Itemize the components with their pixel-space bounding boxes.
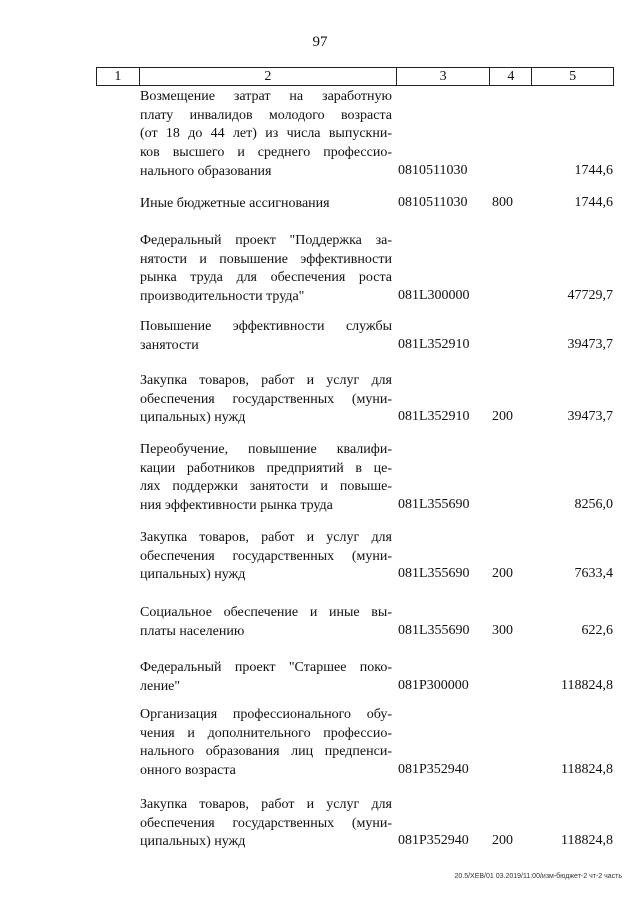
row-description-line: ков высшего и среднего профессио- <box>140 145 392 161</box>
row-description-line: Переобучение, повышение квалифи- <box>140 442 392 457</box>
row-amount: 622,6 <box>581 622 613 638</box>
row-description-line: занятости <box>140 337 199 353</box>
header-col-3: 3 <box>396 68 490 85</box>
row-description <box>140 706 392 781</box>
row-description <box>140 88 392 182</box>
row-description <box>140 441 392 516</box>
row-description-line: обеспечения государственных (муни- <box>140 548 392 564</box>
row-code: 081L300000 <box>398 288 470 304</box>
row-description-line: плату инвалидов молодого возраста <box>140 107 392 123</box>
row-code: 081P352940 <box>398 762 469 778</box>
row-description-line: производительности труда" <box>140 289 305 305</box>
row-description-line: ление" <box>140 678 181 694</box>
row-code: 081L355690 <box>398 622 470 638</box>
header-col-1: 1 <box>114 69 122 84</box>
row-description-line: Возмещение затрат на заработную <box>140 89 392 104</box>
row-description <box>140 604 392 641</box>
row-description <box>140 372 392 428</box>
row-code: 0810511030 <box>398 162 468 178</box>
row-amount: 47729,7 <box>567 288 613 304</box>
row-description-line: кации работников предприятий в це- <box>140 460 392 476</box>
row-description-line: Закупка товаров, работ и услуг для <box>140 530 392 545</box>
row-description <box>140 529 392 585</box>
row-code: 081L355690 <box>398 497 470 513</box>
row-description-line: Закупка товаров, работ и услуг для <box>140 373 392 388</box>
row-amount: 7633,4 <box>574 566 613 582</box>
row-description-line: ципальных) нужд <box>140 834 246 850</box>
row-code: 081P352940 <box>398 833 469 849</box>
row-code: 081L352910 <box>398 336 470 352</box>
row-description-line: Иные бюджетные ассигнования <box>140 196 330 211</box>
row-amount: 118824,8 <box>561 833 613 849</box>
row-description-line: нального образования лиц предпенси- <box>140 744 392 760</box>
row-code: 081L355690 <box>398 566 470 582</box>
row-description <box>140 659 392 696</box>
row-expense-type: 300 <box>492 622 513 638</box>
row-description-line: рынка труда для обеспечения роста <box>140 270 392 286</box>
row-amount: 118824,8 <box>561 677 613 693</box>
row-description-line: Закупка товаров, работ и услуг для <box>140 797 392 812</box>
row-description-line: чения и дополнительного профессио- <box>140 725 392 741</box>
row-amount: 118824,8 <box>561 762 613 778</box>
row-code: 081L352910 <box>398 409 470 425</box>
row-description-line: нального образования <box>140 163 272 179</box>
row-description-line: Социальное обеспечение и иные вы- <box>140 605 392 620</box>
row-amount: 1744,6 <box>574 195 613 210</box>
row-expense-type: 200 <box>492 833 513 849</box>
row-description-line: Организация профессионального обу- <box>140 707 392 722</box>
row-description <box>140 195 392 214</box>
row-amount: 39473,7 <box>567 336 613 352</box>
row-description <box>140 318 392 355</box>
footer-stamp: 20.5/ХЕВ/01 03.2019/11:00/изм-бюджет-2 чт-2 часть <box>454 873 622 880</box>
row-description <box>140 232 392 307</box>
page-number: 97 <box>312 34 328 50</box>
row-amount: 8256,0 <box>574 497 613 513</box>
row-description-line: Федеральный проект "Поддержка за- <box>140 233 392 248</box>
row-description-line: Федеральный проект "Старшее поко- <box>140 660 392 675</box>
row-description-line: ципальных) нужд <box>140 567 246 583</box>
row-description-line: обеспечения государственных (муни- <box>140 815 392 831</box>
row-description-line: нятости и повышение эффективности <box>140 251 392 267</box>
row-amount: 1744,6 <box>574 162 613 178</box>
row-expense-type: 200 <box>492 409 513 425</box>
header-col-2: 2 <box>139 68 396 85</box>
row-description-line: Повышение эффективности службы <box>140 319 392 334</box>
row-code: 0810511030 <box>398 195 468 210</box>
row-description-line: лях поддержки занятости и повыше- <box>140 479 392 495</box>
row-description-line: ния эффективности рынка труда <box>140 498 333 514</box>
row-description-line: онного возраста <box>140 763 236 779</box>
row-description-line: (от 18 до 44 лет) из числа выпускни- <box>140 126 392 142</box>
header-col-4: 4 <box>489 68 531 85</box>
row-description <box>140 796 392 852</box>
row-expense-type: 800 <box>492 195 513 210</box>
table-header <box>96 67 614 86</box>
row-amount: 39473,7 <box>567 409 613 425</box>
row-expense-type: 200 <box>492 566 513 582</box>
row-code: 081P300000 <box>398 677 469 693</box>
row-description-line: платы населению <box>140 623 245 639</box>
header-col-5: 5 <box>531 68 613 85</box>
row-description-line: ципальных) нужд <box>140 410 246 426</box>
row-description-line: обеспечения государственных (муни- <box>140 391 392 407</box>
